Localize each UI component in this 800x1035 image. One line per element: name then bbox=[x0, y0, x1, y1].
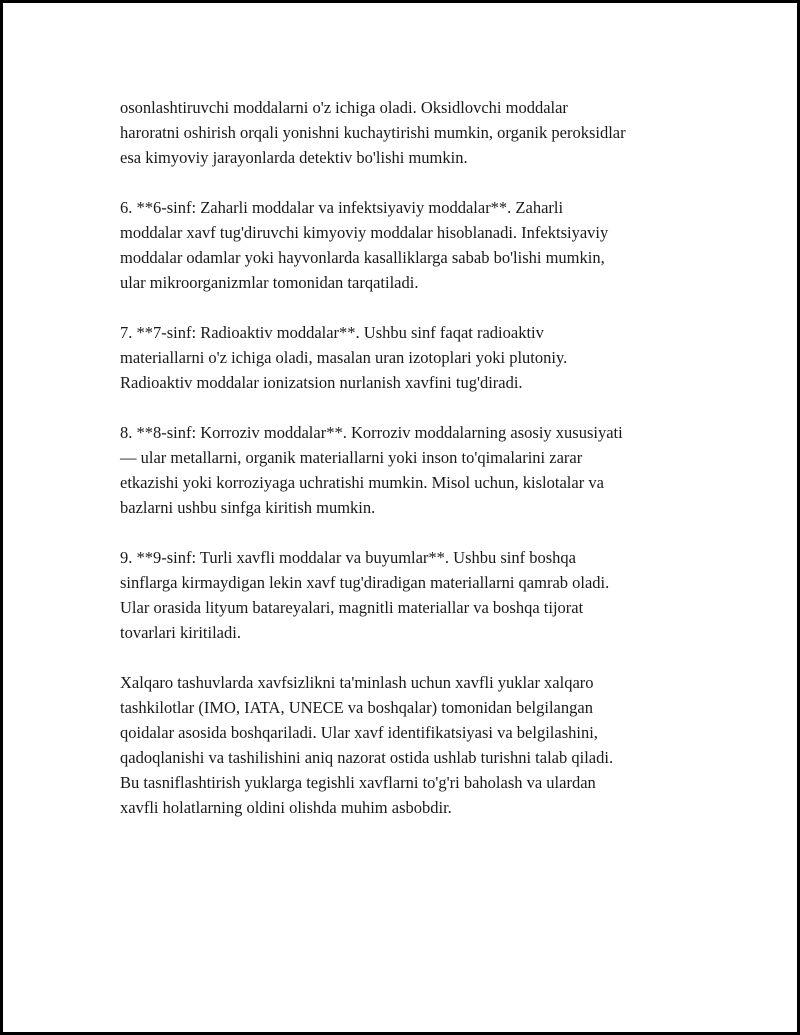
text-line: Radioaktiv moddalar ionizatsion nurlanish xavfini tug'diradi. bbox=[120, 373, 523, 392]
text-line: qoidalar asosida boshqariladi. Ular xavf identifikatsiyasi va belgilashini, bbox=[120, 723, 598, 742]
text-line: 6. **6-sinf: Zaharli moddalar va infektsiyaviy moddalar**. Zaharli bbox=[120, 198, 564, 217]
text-line: 9. **9-sinf: Turli xavfli moddalar va buyumlar**. Ushbu sinf boshqa bbox=[120, 548, 577, 567]
text-line: tashkilotlar (IMO, IATA, UNECE va boshqalar) tomonidan belgilangan bbox=[120, 698, 593, 717]
text-line: ular mikroorganizmlar tomonidan tarqatiladi. bbox=[120, 273, 419, 292]
text-line: osonlashtiruvchi moddalarni o'z ichiga oladi. Oksidlovchi moddalar bbox=[120, 98, 568, 117]
text-line: qadoqlanishi va tashilishini aniq nazorat ostida ushlab turishni talab qiladi. bbox=[120, 748, 614, 767]
text-line: moddalar odamlar yoki hayvonlarda kasalliklarga sabab bo'lishi mumkin, bbox=[120, 248, 605, 267]
text-line: xavfli holatlarning oldini olishda muhim asbobdir. bbox=[120, 798, 452, 817]
paragraph-class-7 bbox=[120, 320, 695, 395]
text-line: etkazishi yoki korroziyaga uchratishi mumkin. Misol uchun, kislotalar va bbox=[120, 473, 604, 492]
text-line: Ular orasida lityum batareyalari, magnitli materiallar va boshqa tijorat bbox=[120, 598, 584, 617]
text-line: haroratni oshirish orqali yonishni kuchaytirishi mumkin, organik peroksidlar bbox=[120, 123, 626, 142]
paragraph-conclusion bbox=[120, 670, 695, 820]
text-line: materiallarni o'z ichiga oladi, masalan uran izotoplari yoki plutoniy. bbox=[120, 348, 568, 367]
text-line: 7. **7-sinf: Radioaktiv moddalar**. Ushbu sinf faqat radioaktiv bbox=[120, 323, 544, 342]
paragraph-continuation bbox=[120, 95, 695, 170]
text-line: Xalqaro tashuvlarda xavfsizlikni ta'minlash uchun xavfli yuklar xalqaro bbox=[120, 673, 594, 692]
paragraph-class-6 bbox=[120, 195, 695, 295]
paragraph-class-9 bbox=[120, 545, 695, 645]
text-line: esa kimyoviy jarayonlarda detektiv bo'lishi mumkin. bbox=[120, 148, 468, 167]
document-body bbox=[120, 95, 695, 845]
text-line: Bu tasniflashtirish yuklarga tegishli xavflarni to'g'ri baholash va ulardan bbox=[120, 773, 596, 792]
text-line: bazlarni ushbu sinfga kiritish mumkin. bbox=[120, 498, 376, 517]
text-line: sinflarga kirmaydigan lekin xavf tug'diradigan materiallarni qamrab oladi. bbox=[120, 573, 610, 592]
paragraph-class-8 bbox=[120, 420, 695, 520]
text-line: — ular metallarni, organik materiallarni yoki inson to'qimalarini zarar bbox=[120, 448, 583, 467]
text-line: 8. **8-sinf: Korroziv moddalar**. Korroziv moddalarning asosiy xususiyati bbox=[120, 423, 623, 442]
text-line: tovarlari kiritiladi. bbox=[120, 623, 241, 642]
text-line: moddalar xavf tug'diruvchi kimyoviy moddalar hisoblanadi. Infektsiyaviy bbox=[120, 223, 609, 242]
